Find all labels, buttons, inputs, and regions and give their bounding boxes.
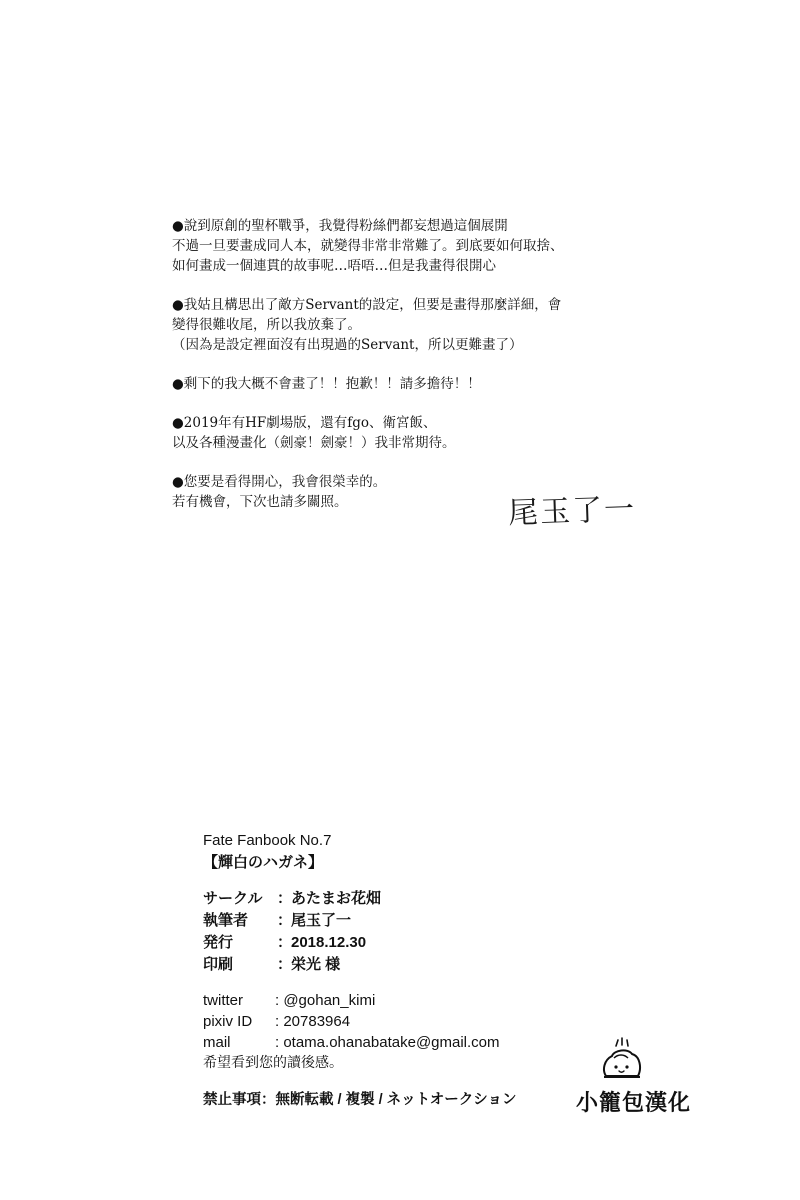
info-label: 発行: [203, 934, 234, 951]
contact-info: [203, 990, 623, 1053]
info-value: あたまお花畑: [291, 890, 382, 907]
contact-value: : 20783964: [275, 1013, 351, 1030]
info-row-author: [203, 910, 623, 932]
text-line: ●剩下的我大概不會畫了！！抱歉！！請多擔待！！: [172, 376, 481, 392]
book-title: Fate Fanbook No.7: [203, 832, 332, 849]
afterword-paragraph: [172, 413, 642, 453]
info-label: 印刷: [203, 956, 234, 973]
info-separator: ：: [277, 912, 293, 929]
info-separator: ：: [277, 956, 293, 973]
text-line: （因為是設定裡面沒有出現過的Servant，所以更難畫了）: [172, 337, 523, 353]
text-line: 如何畫成一個連貫的故事呢…唔唔…但是我畫得很開心: [172, 258, 496, 274]
scanlation-group-name: 小籠包漢化: [576, 1091, 692, 1116]
book-subtitle: 【輝白のハガネ】: [203, 854, 324, 871]
contact-row-twitter: [203, 990, 623, 1011]
contact-row-mail: [203, 1032, 623, 1053]
text-line: 不過一旦要畫成同人本，就變得非常非常難了。到底要如何取捨、: [172, 238, 564, 254]
contact-value: : @gohan_kimi: [275, 992, 376, 1009]
text-line: ●2019年有HF劇場版，還有fgo、衛宮飯、: [172, 415, 437, 431]
text-line: ●說到原創的聖杯戰爭，我覺得粉絲們都妄想過這個展開: [172, 218, 508, 234]
contact-row-pixiv: [203, 1011, 623, 1032]
info-row-circle: [203, 888, 623, 910]
info-label: サークル: [203, 890, 263, 907]
colophon: [203, 830, 623, 1073]
contact-label: pixiv ID: [203, 1013, 253, 1030]
text-line: 以及各種漫畫化（劍豪！劍豪！）我非常期待。: [172, 435, 456, 451]
prohibition-notice: 禁止事項：無断転載 / 複製 / ネットオークション: [203, 1092, 517, 1108]
text-line: ●我姑且構思出了敵方Servant的設定，但要是畫得那麼詳細，會: [172, 297, 562, 313]
info-row-date: [203, 932, 623, 954]
info-value: 尾玉了一: [291, 912, 352, 929]
info-separator: ：: [277, 934, 293, 951]
text-line: ●您要是看得開心，我會很榮幸的。: [172, 474, 387, 490]
text-line: 若有機會，下次也請多關照。: [172, 494, 348, 510]
info-row-printer: [203, 954, 623, 976]
afterword-paragraph: [172, 295, 642, 355]
afterword-paragraph: [172, 216, 642, 276]
info-separator: ：: [277, 890, 293, 907]
afterword-paragraph: [172, 374, 642, 394]
text-line: 變得很難收尾，所以我放棄了。: [172, 317, 361, 333]
thanks-note: 希望看到您的讀後感。: [203, 1055, 343, 1071]
info-value: 2018.12.30: [291, 934, 367, 951]
contact-label: mail: [203, 1034, 231, 1051]
author-signature: 尾玉了一: [507, 491, 637, 532]
afterword-text: [172, 216, 642, 531]
contact-value: : otama.ohanabatake@gmail.com: [275, 1034, 500, 1051]
contact-label: twitter: [203, 992, 244, 1009]
scanlation-group-logo: [572, 1036, 712, 1120]
publication-info: [203, 888, 623, 976]
steamed-bun-icon: [598, 1036, 644, 1084]
info-value: 栄光 様: [291, 956, 341, 973]
info-label: 執筆者: [203, 912, 249, 929]
